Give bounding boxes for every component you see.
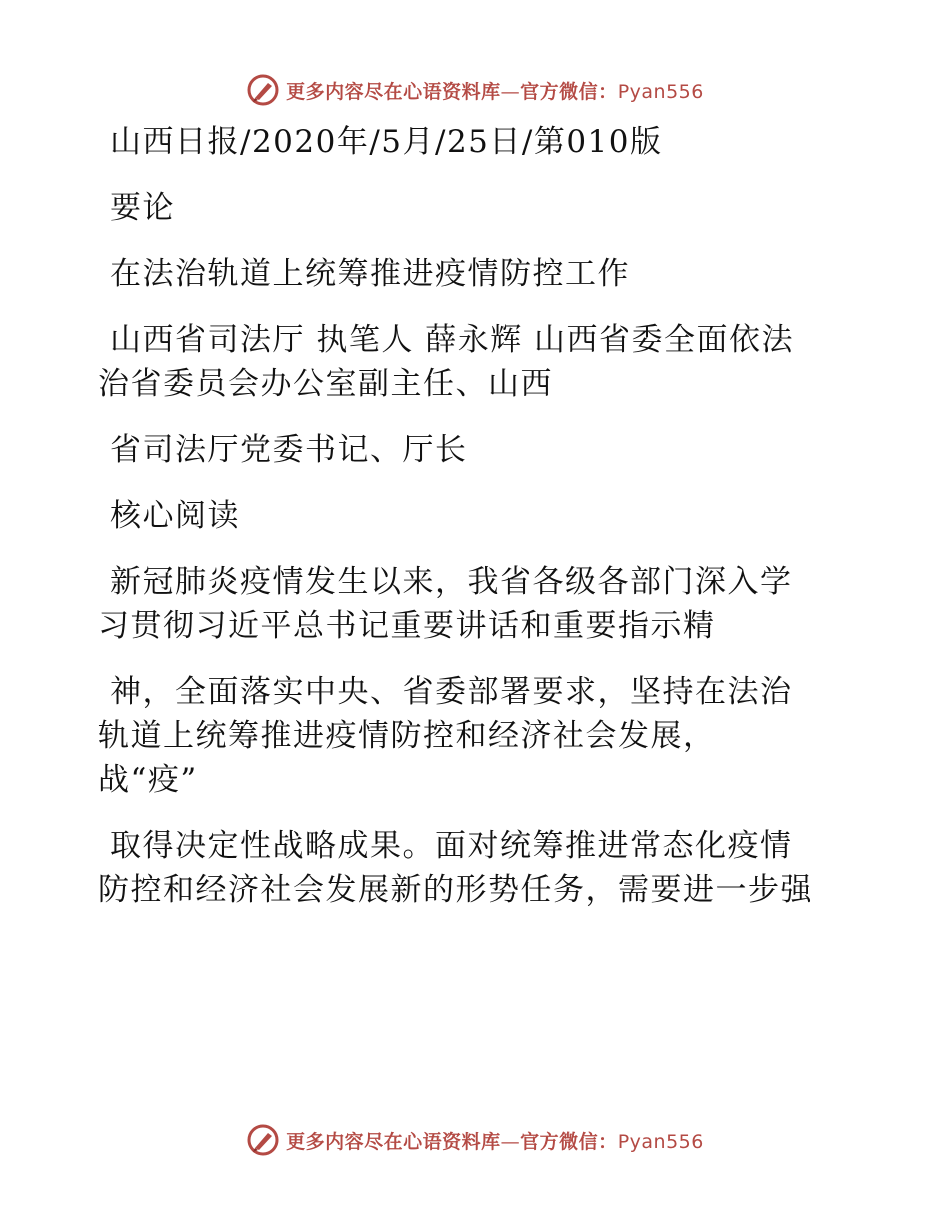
byline-line: 省司法厅党委书记、厅长 xyxy=(110,432,468,468)
watermark-text xyxy=(286,77,704,104)
watermark-site: 更多内容尽在心语资料库 xyxy=(286,80,501,103)
watermark-text xyxy=(286,1127,704,1154)
watermark-wechat-id: Pyan556 xyxy=(617,80,704,103)
pen-logo-icon xyxy=(246,73,280,107)
watermark-banner-bottom xyxy=(0,1120,950,1160)
paragraph xyxy=(98,670,858,802)
watermark-dash: — xyxy=(500,80,521,103)
paragraph-line: 习贯彻习近平总书记重要讲话和重要指示精 xyxy=(98,608,716,644)
document-body xyxy=(98,120,858,934)
section-heading: 核心阅读 xyxy=(110,498,240,534)
paragraph xyxy=(98,560,858,648)
source-line: 山西日报/2020年/5月/25日/第010版 xyxy=(110,124,663,160)
paragraph-line: 战“疫” xyxy=(98,762,198,798)
byline-line: 山西省司法厅 执笔人 薛永辉 山西省委全面依法 xyxy=(110,322,795,358)
paragraph-line: 神，全面落实中央、省委部署要求，坚持在法治 xyxy=(110,674,793,710)
paragraph-line: 取得决定性战略成果。面对统筹推进常态化疫情 xyxy=(110,828,793,864)
pen-logo-icon xyxy=(246,1123,280,1157)
watermark-label: 官方微信： xyxy=(520,80,618,103)
byline-line: 治省委员会办公室副主任、山西 xyxy=(98,366,553,402)
watermark-banner-top xyxy=(0,70,950,110)
paragraph-line: 轨道上统筹推进疫情防控和经济社会发展， xyxy=(98,718,716,754)
watermark-label: 官方微信： xyxy=(520,1130,618,1153)
column-name: 要论 xyxy=(110,190,175,226)
watermark-wechat-id: Pyan556 xyxy=(617,1130,704,1153)
paragraph-line: 新冠肺炎疫情发生以来，我省各级各部门深入学 xyxy=(110,564,793,600)
paragraph-line: 防控和经济社会发展新的形势任务，需要进一步强 xyxy=(98,872,813,908)
byline xyxy=(98,318,858,406)
article-title: 在法治轨道上统筹推进疫情防控工作 xyxy=(110,256,630,292)
watermark-site: 更多内容尽在心语资料库 xyxy=(286,1130,501,1153)
paragraph xyxy=(98,824,858,912)
watermark-dash: — xyxy=(500,1130,521,1153)
